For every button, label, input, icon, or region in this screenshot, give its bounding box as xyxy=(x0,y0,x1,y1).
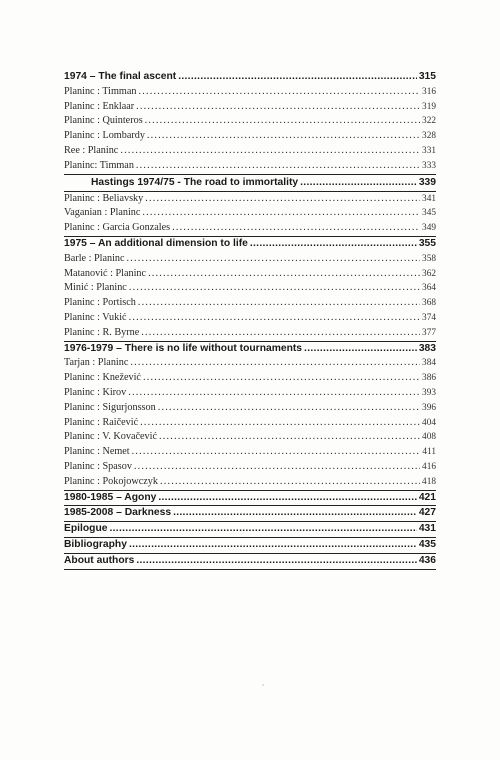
entry-title: Planinc : Nemet xyxy=(64,446,130,458)
entry-page: 416 xyxy=(422,461,436,472)
entry-page: 386 xyxy=(422,373,436,384)
toc-chapter-entry xyxy=(64,236,436,252)
toc-chapter-entry xyxy=(64,341,436,357)
entry-page: 355 xyxy=(418,237,436,249)
entry-title: Planinc : Spasov xyxy=(64,460,132,472)
entry-title: Planinc : Timman xyxy=(64,85,137,97)
entry-title: Planinc : Sigurjonsson xyxy=(64,401,156,413)
toc-game-entry xyxy=(64,401,436,416)
entry-title: 1985-2008 – Darkness xyxy=(64,507,172,519)
dot-leader xyxy=(140,416,420,431)
entry-page: 358 xyxy=(422,253,436,264)
entry-page: 341 xyxy=(422,193,436,204)
dot-leader xyxy=(178,70,417,85)
dot-leader xyxy=(142,206,420,221)
toc-chapter-entry xyxy=(64,553,436,570)
entry-title: Planinc : Quinteros xyxy=(64,115,143,127)
entry-page: 319 xyxy=(422,101,436,112)
entry-title: Epilogue xyxy=(64,523,108,535)
entry-title: 1974 – The final ascent xyxy=(64,71,177,82)
toc-game-entry xyxy=(64,221,436,236)
entry-title: Bibliography xyxy=(64,538,127,550)
entry-title: Planinc : Enklaar xyxy=(64,100,135,112)
entry-page: 331 xyxy=(422,145,436,156)
paper-speck xyxy=(262,684,264,686)
entry-title: 1975 – An additional dimension to life xyxy=(64,237,248,249)
toc-subsection-entry xyxy=(64,174,436,192)
toc-game-entry xyxy=(64,356,436,371)
dot-leader xyxy=(143,371,420,386)
toc-chapter-entry xyxy=(64,521,436,537)
dot-leader xyxy=(145,114,420,129)
toc-chapter-entry xyxy=(64,490,436,506)
entry-page: 427 xyxy=(418,507,436,519)
entry-title: Tarjan : Planinc xyxy=(64,357,129,369)
dot-leader xyxy=(141,326,420,341)
entry-title: Planinc : Kirov xyxy=(64,386,127,398)
dot-leader xyxy=(127,252,421,267)
entry-page: 383 xyxy=(418,342,436,354)
entry-page: 418 xyxy=(422,476,436,487)
dot-leader xyxy=(145,192,420,207)
dot-leader xyxy=(129,538,417,553)
dot-leader xyxy=(129,281,420,296)
toc-game-entry xyxy=(64,445,436,460)
entry-title: 1976-1979 – There is no life without tournaments xyxy=(64,342,303,354)
dot-leader xyxy=(134,460,420,475)
entry-title: Planinc : Vukić xyxy=(64,311,127,323)
dot-leader xyxy=(136,100,420,115)
toc-game-entry xyxy=(64,192,436,207)
toc-game-entry xyxy=(64,85,436,100)
toc-chapter-entry xyxy=(64,537,436,553)
entry-title: Ree : Planinc xyxy=(64,144,119,156)
table-of-contents xyxy=(64,70,436,570)
toc-game-entry xyxy=(64,460,436,475)
entry-page: 411 xyxy=(422,447,436,458)
dot-leader xyxy=(300,175,417,191)
dot-leader xyxy=(128,386,420,401)
entry-page: 364 xyxy=(422,283,436,294)
toc-game-entry xyxy=(64,267,436,282)
toc-chapter-entry xyxy=(64,505,436,521)
toc-game-entry xyxy=(64,386,436,401)
toc-game-entry xyxy=(64,159,436,174)
dot-leader xyxy=(158,491,416,506)
entry-title: Vaganian : Planinc xyxy=(64,207,141,219)
toc-game-entry xyxy=(64,416,436,431)
entry-page: 384 xyxy=(422,358,436,369)
toc-game-entry xyxy=(64,129,436,144)
toc-game-entry xyxy=(64,206,436,221)
toc-game-entry xyxy=(64,311,436,326)
toc-game-entry xyxy=(64,144,436,159)
entry-title: Matanović : Planinc xyxy=(64,267,147,279)
dot-leader xyxy=(138,296,420,311)
entry-page: 374 xyxy=(422,312,436,323)
entry-page: 408 xyxy=(422,432,436,443)
entry-page: 362 xyxy=(422,268,436,279)
entry-page: 345 xyxy=(422,208,436,219)
entry-page: 393 xyxy=(422,387,436,398)
toc-game-entry xyxy=(64,281,436,296)
dot-leader xyxy=(160,475,420,490)
entry-title: Planinc : Raičević xyxy=(64,416,139,428)
entry-page: 421 xyxy=(418,491,436,503)
entry-page: 396 xyxy=(422,402,436,413)
dot-leader xyxy=(130,356,420,371)
toc-chapter-entry xyxy=(64,70,436,85)
entry-title: About authors xyxy=(64,554,135,566)
entry-page: 316 xyxy=(422,86,436,97)
entry-page: 368 xyxy=(422,298,436,309)
dot-leader xyxy=(159,430,420,445)
toc-game-entry xyxy=(64,252,436,267)
entry-page: 315 xyxy=(418,71,436,82)
dot-leader xyxy=(109,522,416,537)
entry-title: Planinc : Garcia Gonzales xyxy=(64,222,171,234)
toc-game-entry xyxy=(64,296,436,311)
toc-game-entry xyxy=(64,475,436,490)
entry-title: Planinc: Timman xyxy=(64,159,134,171)
toc-game-entry xyxy=(64,430,436,445)
entry-page: 377 xyxy=(422,327,436,338)
dot-leader xyxy=(136,554,416,569)
entry-title: Planinc : V. Kovačević xyxy=(64,431,157,443)
dot-leader xyxy=(132,445,421,460)
toc-game-entry xyxy=(64,371,436,386)
dot-leader xyxy=(172,221,420,236)
entry-page: 322 xyxy=(422,116,436,127)
entry-page: 404 xyxy=(422,417,436,428)
entry-page: 436 xyxy=(418,554,436,566)
entry-page: 435 xyxy=(418,538,436,550)
entry-page: 339 xyxy=(418,176,436,188)
entry-title: Minić : Planinc xyxy=(64,282,127,294)
entry-title: Planinc : Knežević xyxy=(64,372,141,384)
entry-page: 349 xyxy=(422,223,436,234)
dot-leader xyxy=(147,129,420,144)
entry-title: Planinc : Lombardy xyxy=(64,130,145,142)
entry-title: Planinc : Beliavsky xyxy=(64,192,144,204)
dot-leader xyxy=(158,401,420,416)
entry-title: Planinc : Portisch xyxy=(64,297,136,309)
toc-game-entry xyxy=(64,114,436,129)
entry-title: Barle : Planinc xyxy=(64,252,125,264)
entry-page: 333 xyxy=(422,160,436,171)
dot-leader xyxy=(129,311,420,326)
entry-page: 328 xyxy=(422,131,436,142)
dot-leader xyxy=(148,267,420,282)
toc-game-entry xyxy=(64,100,436,115)
entry-title: Hastings 1974/75 - The road to immortality xyxy=(91,176,299,188)
entry-title: 1980-1985 – Agony xyxy=(64,491,157,503)
dot-leader xyxy=(250,237,417,252)
dot-leader xyxy=(173,506,417,521)
entry-title: Planinc : R. Byrne xyxy=(64,326,140,338)
entry-title: Planinc : Pokojowczyk xyxy=(64,475,158,487)
toc-game-entry xyxy=(64,326,436,341)
dot-leader xyxy=(136,159,420,174)
dot-leader xyxy=(304,342,417,357)
dot-leader xyxy=(120,144,420,159)
dot-leader xyxy=(138,85,420,100)
entry-page: 431 xyxy=(418,523,436,535)
